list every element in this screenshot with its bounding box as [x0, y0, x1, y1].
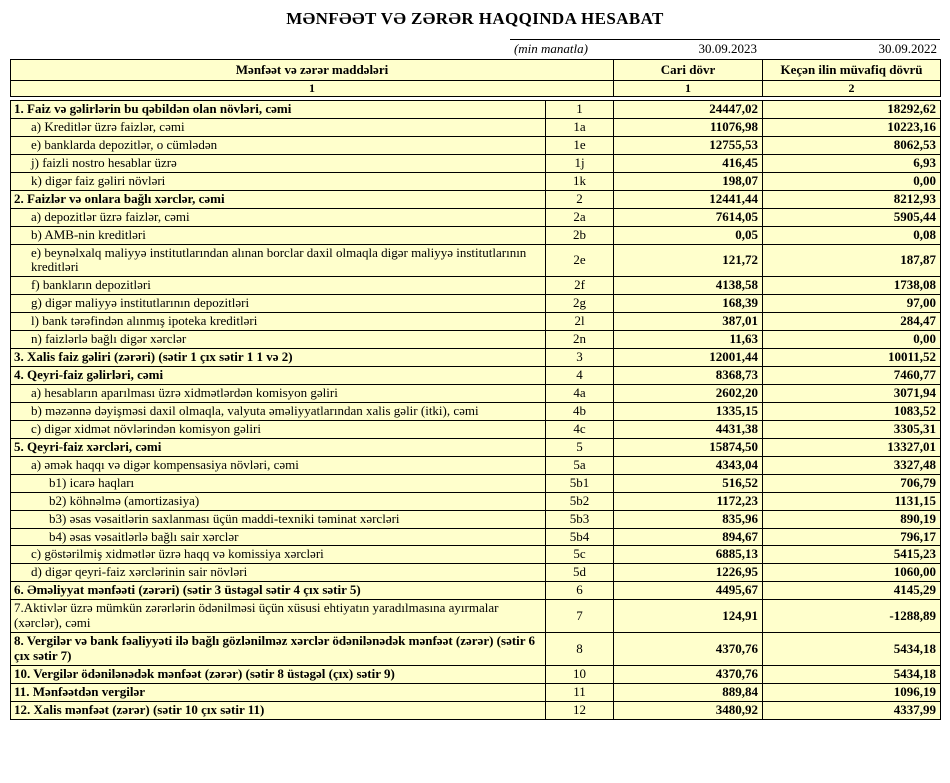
row-label: c) göstərilmiş xidmətlər üzrə haqq və komissiya xərcləri — [11, 546, 546, 564]
row-label: 3. Xalis faiz gəliri (zərəri) (sətir 1 çıx sətir 1 1 və 2) — [11, 349, 546, 367]
row-label: e) beynəlxalq maliyyə institutlarından alınan borclar daxil olmaqla digər maliyyə institutlarının kreditləri — [11, 244, 546, 277]
row-previous-value: 10011,52 — [763, 349, 941, 367]
row-code: 12 — [546, 701, 614, 719]
header-current-period: Cari dövr — [614, 60, 763, 81]
row-label: k) digər faiz gəliri növləri — [11, 172, 546, 190]
row-previous-value: 1096,19 — [763, 683, 941, 701]
table-row — [11, 385, 941, 403]
row-current-value: 2602,20 — [614, 385, 763, 403]
row-label: f) bankların depozitləri — [11, 277, 546, 295]
row-previous-value: 4337,99 — [763, 701, 941, 719]
table-row — [11, 331, 941, 349]
table-row — [11, 546, 941, 564]
row-code: 7 — [546, 600, 614, 633]
row-previous-value: 0,08 — [763, 226, 941, 244]
table-row — [11, 474, 941, 492]
row-previous-value: 13327,01 — [763, 438, 941, 456]
row-previous-value: 5434,18 — [763, 633, 941, 666]
row-label: 4. Qeyri-faiz gəlirləri, cəmi — [11, 367, 546, 385]
row-code: 6 — [546, 582, 614, 600]
row-label: l) bank tərəfindən alınmış ipoteka kreditləri — [11, 313, 546, 331]
meta-right — [510, 39, 940, 57]
row-label: 7.Aktivlər üzrə mümkün zərərlərin ödənilməsi üçün xüsusi ehtiyatın yaradılmasına ayırmalar (xərclər), cəmi — [11, 600, 546, 633]
row-label: a) əmək haqqı və digər kompensasiya növləri, cəmi — [11, 456, 546, 474]
row-previous-value: 284,47 — [763, 313, 941, 331]
row-label: c) digər xidmət növlərindən komisyon gəliri — [11, 420, 546, 438]
row-current-value: 387,01 — [614, 313, 763, 331]
row-current-value: 0,05 — [614, 226, 763, 244]
row-current-value: 1335,15 — [614, 402, 763, 420]
row-code: 1 — [546, 101, 614, 119]
table-row — [11, 492, 941, 510]
table-row — [11, 420, 941, 438]
row-current-value: 516,52 — [614, 474, 763, 492]
header-items: Mənfəət və zərər maddələri — [11, 60, 614, 81]
row-code: 1k — [546, 172, 614, 190]
table-row — [11, 118, 941, 136]
row-current-value: 168,39 — [614, 295, 763, 313]
row-code: 2 — [546, 190, 614, 208]
row-code: 2b — [546, 226, 614, 244]
table-row — [11, 349, 941, 367]
row-code: 5d — [546, 564, 614, 582]
statement-body-table — [10, 100, 941, 720]
row-current-value: 4370,76 — [614, 633, 763, 666]
row-label: 2. Faizlər və onlara bağlı xərclər, cəmi — [11, 190, 546, 208]
table-row — [11, 208, 941, 226]
statement-header-table — [10, 59, 941, 97]
table-row — [11, 226, 941, 244]
row-code: 1j — [546, 154, 614, 172]
row-current-value: 4431,38 — [614, 420, 763, 438]
row-code: 1e — [546, 136, 614, 154]
row-current-value: 4138,58 — [614, 277, 763, 295]
row-label: 8. Vergilər və bank fəaliyyəti ilə bağlı gözlənilməz xərclər ödənilənədək mənfəət (zərər) (sətir 6 çıx sətir 7) — [11, 633, 546, 666]
row-label: b1) icarə haqları — [11, 474, 546, 492]
row-code: 5b4 — [546, 528, 614, 546]
row-label: 6. Əməliyyat mənfəəti (zərəri) (sətir 3 üstəgəl sətir 4 çıx sətir 5) — [11, 582, 546, 600]
statement-body — [11, 101, 941, 720]
row-previous-value: 796,17 — [763, 528, 941, 546]
row-label: n) faizlərlə bağlı digər xərclər — [11, 331, 546, 349]
table-row — [11, 582, 941, 600]
row-label: d) digər qeyri-faiz xərclərinin sair növləri — [11, 564, 546, 582]
table-row — [11, 244, 941, 277]
row-current-value: 6885,13 — [614, 546, 763, 564]
header-items-col-num: 1 — [11, 81, 614, 97]
header-current-col-num: 1 — [614, 81, 763, 97]
row-previous-value: 5434,18 — [763, 666, 941, 684]
row-previous-value: -1288,89 — [763, 600, 941, 633]
header-row — [11, 60, 941, 81]
row-code: 4c — [546, 420, 614, 438]
table-row — [11, 438, 941, 456]
row-current-value: 198,07 — [614, 172, 763, 190]
row-current-value: 12001,44 — [614, 349, 763, 367]
row-previous-value: 890,19 — [763, 510, 941, 528]
row-label: b2) köhnəlmə (amortizasiya) — [11, 492, 546, 510]
row-label: a) hesabların aparılması üzrə xidmətlərdən komisyon gəliri — [11, 385, 546, 403]
row-previous-value: 10223,16 — [763, 118, 941, 136]
row-label: g) digər maliyyə institutlarının depozitləri — [11, 295, 546, 313]
row-current-value: 1226,95 — [614, 564, 763, 582]
row-current-value: 8368,73 — [614, 367, 763, 385]
table-row — [11, 683, 941, 701]
row-current-value: 24447,02 — [614, 101, 763, 119]
row-current-value: 11076,98 — [614, 118, 763, 136]
row-code: 2e — [546, 244, 614, 277]
table-row — [11, 456, 941, 474]
row-label: b) məzənnə dəyişməsi daxil olmaqla, valyuta əməliyyatlarından xalis gəlir (itki), cəmi — [11, 402, 546, 420]
row-code: 2l — [546, 313, 614, 331]
row-label: 10. Vergilər ödənilənədək mənfəət (zərər) (sətir 8 üstəgəl (çıx) sətir 9) — [11, 666, 546, 684]
row-code: 4 — [546, 367, 614, 385]
date-previous: 30.09.2022 — [878, 41, 937, 56]
row-current-value: 3480,92 — [614, 701, 763, 719]
row-code: 10 — [546, 666, 614, 684]
header-previous-period: Keçən ilin müvafiq dövrü — [763, 60, 941, 81]
row-previous-value: 7460,77 — [763, 367, 941, 385]
table-row — [11, 564, 941, 582]
row-current-value: 12441,44 — [614, 190, 763, 208]
table-row — [11, 172, 941, 190]
table-row — [11, 190, 941, 208]
table-row — [11, 600, 941, 633]
row-previous-value: 8212,93 — [763, 190, 941, 208]
row-previous-value: 6,93 — [763, 154, 941, 172]
row-code: 2a — [546, 208, 614, 226]
row-label: 11. Mənfəətdən vergilər — [11, 683, 546, 701]
row-current-value: 11,63 — [614, 331, 763, 349]
table-row — [11, 136, 941, 154]
page-title: MƏNFƏƏT VƏ ZƏRƏR HAQQINDA HESABAT — [286, 9, 664, 28]
header-previous-col-num: 2 — [763, 81, 941, 97]
row-code: 2g — [546, 295, 614, 313]
row-label: b) AMB-nin kreditləri — [11, 226, 546, 244]
date-current: 30.09.2023 — [698, 41, 757, 56]
table-row — [11, 101, 941, 119]
row-current-value: 4495,67 — [614, 582, 763, 600]
table-row — [11, 295, 941, 313]
unit-note: (min manatla) — [513, 41, 588, 56]
row-code: 4b — [546, 402, 614, 420]
table-row — [11, 402, 941, 420]
row-code: 5 — [546, 438, 614, 456]
row-previous-value: 0,00 — [763, 331, 941, 349]
row-previous-value: 1131,15 — [763, 492, 941, 510]
row-code: 2f — [546, 277, 614, 295]
table-row — [11, 510, 941, 528]
row-current-value: 4370,76 — [614, 666, 763, 684]
row-current-value: 416,45 — [614, 154, 763, 172]
row-previous-value: 706,79 — [763, 474, 941, 492]
row-code: 5b3 — [546, 510, 614, 528]
row-code: 11 — [546, 683, 614, 701]
row-previous-value: 3305,31 — [763, 420, 941, 438]
row-label: a) Kreditlər üzrə faizlər, cəmi — [11, 118, 546, 136]
row-label: a) depozitlər üzrə faizlər, cəmi — [11, 208, 546, 226]
row-label: e) banklarda depozitlər, o cümlədən — [11, 136, 546, 154]
row-previous-value: 5415,23 — [763, 546, 941, 564]
meta-row — [10, 39, 940, 57]
row-code: 5b2 — [546, 492, 614, 510]
row-previous-value: 4145,29 — [763, 582, 941, 600]
row-current-value: 1172,23 — [614, 492, 763, 510]
row-label: b4) əsas vəsaitlərlə bağlı sair xərclər — [11, 528, 546, 546]
row-code: 2n — [546, 331, 614, 349]
row-current-value: 15874,50 — [614, 438, 763, 456]
row-previous-value: 1083,52 — [763, 402, 941, 420]
table-row — [11, 528, 941, 546]
table-row — [11, 367, 941, 385]
row-previous-value: 97,00 — [763, 295, 941, 313]
row-code: 3 — [546, 349, 614, 367]
row-current-value: 7614,05 — [614, 208, 763, 226]
table-row — [11, 154, 941, 172]
row-label: j) faizli nostro hesablar üzrə — [11, 154, 546, 172]
row-previous-value: 0,00 — [763, 172, 941, 190]
row-code: 5a — [546, 456, 614, 474]
row-code: 4a — [546, 385, 614, 403]
row-current-value: 121,72 — [614, 244, 763, 277]
row-current-value: 12755,53 — [614, 136, 763, 154]
table-row — [11, 277, 941, 295]
row-previous-value: 187,87 — [763, 244, 941, 277]
row-previous-value: 1738,08 — [763, 277, 941, 295]
row-current-value: 4343,04 — [614, 456, 763, 474]
row-current-value: 835,96 — [614, 510, 763, 528]
row-previous-value: 3071,94 — [763, 385, 941, 403]
row-label: 12. Xalis mənfəət (zərər) (sətir 10 çıx sətir 11) — [11, 701, 546, 719]
row-current-value: 894,67 — [614, 528, 763, 546]
row-previous-value: 1060,00 — [763, 564, 941, 582]
table-row — [11, 633, 941, 666]
table-row — [11, 701, 941, 719]
row-code: 8 — [546, 633, 614, 666]
row-code: 1a — [546, 118, 614, 136]
table-row — [11, 666, 941, 684]
row-previous-value: 5905,44 — [763, 208, 941, 226]
row-previous-value: 18292,62 — [763, 101, 941, 119]
table-row — [11, 313, 941, 331]
row-code: 5c — [546, 546, 614, 564]
header-column-numbers-row — [11, 81, 941, 97]
row-label: 5. Qeyri-faiz xərcləri, cəmi — [11, 438, 546, 456]
row-label: 1. Faiz və gəlirlərin bu qəbildən olan növləri, cəmi — [11, 101, 546, 119]
row-previous-value: 8062,53 — [763, 136, 941, 154]
row-label: b3) əsas vəsaitlərin saxlanması üçün maddi-texniki təminat xərcləri — [11, 510, 546, 528]
row-current-value: 889,84 — [614, 683, 763, 701]
row-code: 5b1 — [546, 474, 614, 492]
row-previous-value: 3327,48 — [763, 456, 941, 474]
row-current-value: 124,91 — [614, 600, 763, 633]
